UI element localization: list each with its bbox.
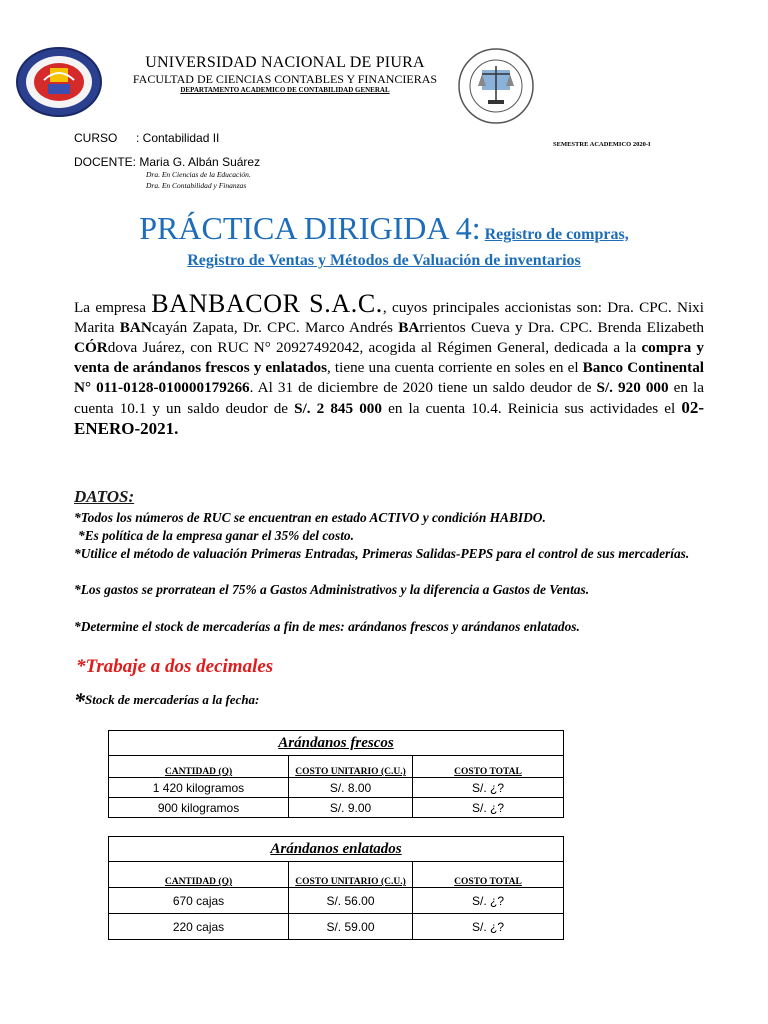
department-name: DEPARTAMENTO ACADEMICO DE CONTABILIDAD GENERAL <box>180 86 390 94</box>
table-title: Arándanos enlatados <box>109 837 564 862</box>
practice-title <box>0 210 768 247</box>
unit-cost-cell: S/. 59.00 <box>289 914 413 940</box>
university-name: UNIVERSIDAD NACIONAL DE PIURA <box>145 54 425 71</box>
faculty-name: FACULTAD DE CIENCIAS CONTABLES Y FINANCIERAS <box>132 72 438 86</box>
accounting-faculty-seal-icon <box>456 44 534 128</box>
case-paragraph: La empresa BANBACOR S.A.C., cuyos principales accionistas son: Dra. CPC. Nixi Marita BANcayán Zapata, Dr. CPC. Marco Andrés BArrientos Cueva y Dra. CPC. Brenda Elizabeth CÓRdova Juárez, con RUC N° 20927492042, acogida al Régimen General, dedicada a la compra y venta de arándanos frescos y enlatados, tiene una cuenta corriente en soles en el Banco Continental N° 011-0128-010000179266. Al 31 de diciembre de 2020 tiene un saldo deudor de S/. 920 000 en la cuenta 10.1 y un saldo deudor de S/. 2 845 000 en la cuenta 10.4. Reinicia sus actividades el 02-ENERO-2021. <box>74 289 705 438</box>
table-row <box>109 778 564 798</box>
total-cost-cell: S/. ¿? <box>413 888 564 914</box>
title-subtitle-2: Registro de Ventas y Métodos de Valuación de inventarios <box>187 252 581 269</box>
stock-table-fresh <box>108 730 564 818</box>
stock-table-canned <box>108 836 564 940</box>
quantity-cell: 670 cajas <box>109 888 289 914</box>
two-decimals-note: *Trabaje a dos decimales <box>76 656 274 677</box>
data-item: *Todos los números de RUC se encuentran en estado ACTIVO y condición HABIDO. <box>74 510 546 525</box>
course-value: : Contabilidad II <box>136 131 220 145</box>
data-item: *Utilice el método de valuación Primeras Entradas, Primeras Salidas-PEPS para el control de sus mercaderías. <box>74 546 690 561</box>
restart-date: 02-ENERO-2021. <box>74 398 704 438</box>
total-cost-cell: S/. ¿? <box>413 778 564 798</box>
university-seal-icon <box>14 46 104 118</box>
teacher-label: DOCENTE: <box>74 155 137 169</box>
data-item: *Determine el stock de mercaderías a fin de mes: arándanos frescos y arándanos enlatados. <box>74 619 580 634</box>
data-item: *Los gastos se prorratean el 75% a Gastos Administrativos y la diferencia a Gastos de Ventas. <box>74 582 590 597</box>
quantity-cell: 220 cajas <box>109 914 289 940</box>
table-row <box>109 798 564 818</box>
column-header: COSTO TOTAL <box>413 756 564 778</box>
title-subtitle-1: Registro de compras, <box>484 226 629 243</box>
unit-cost-cell: S/. 56.00 <box>289 888 413 914</box>
column-header: COSTO TOTAL <box>413 862 564 888</box>
quantity-cell: 1 420 kilogramos <box>109 778 289 798</box>
teacher-line <box>74 155 260 169</box>
column-header: COSTO UNITARIO (C.U.) <box>289 862 413 888</box>
unit-cost-cell: S/. 9.00 <box>289 798 413 818</box>
table-title: Arándanos frescos <box>109 731 564 756</box>
teacher-name: Maria G. Albán Suárez <box>139 155 261 169</box>
teacher-credential: Dra. En Ciencias de la Educación. <box>146 170 251 179</box>
course-line <box>74 131 219 145</box>
column-header: COSTO UNITARIO (C.U.) <box>289 756 413 778</box>
total-cost-cell: S/. ¿? <box>413 914 564 940</box>
company-name: BANBACOR S.A.C. <box>151 289 383 318</box>
semester: SEMESTRE ACADEMICO 2020-I <box>553 141 651 148</box>
quantity-cell: 900 kilogramos <box>109 798 289 818</box>
table-row <box>109 914 564 940</box>
data-heading: DATOS: <box>74 487 135 506</box>
column-header: CANTIDAD (Q) <box>109 756 289 778</box>
data-item: *Es política de la empresa ganar el 35% del costo. <box>78 528 354 543</box>
total-cost-cell: S/. ¿? <box>413 798 564 818</box>
teacher-credential: Dra. En Contabilidad y Finanzas <box>146 181 247 190</box>
column-header: CANTIDAD (Q) <box>109 862 289 888</box>
table-row <box>109 888 564 914</box>
course-label: CURSO <box>74 131 118 145</box>
stock-heading: *Stock de mercaderías a la fecha: <box>74 688 260 713</box>
unit-cost-cell: S/. 8.00 <box>289 778 413 798</box>
title-main: PRÁCTICA DIRIGIDA 4: <box>139 210 481 246</box>
